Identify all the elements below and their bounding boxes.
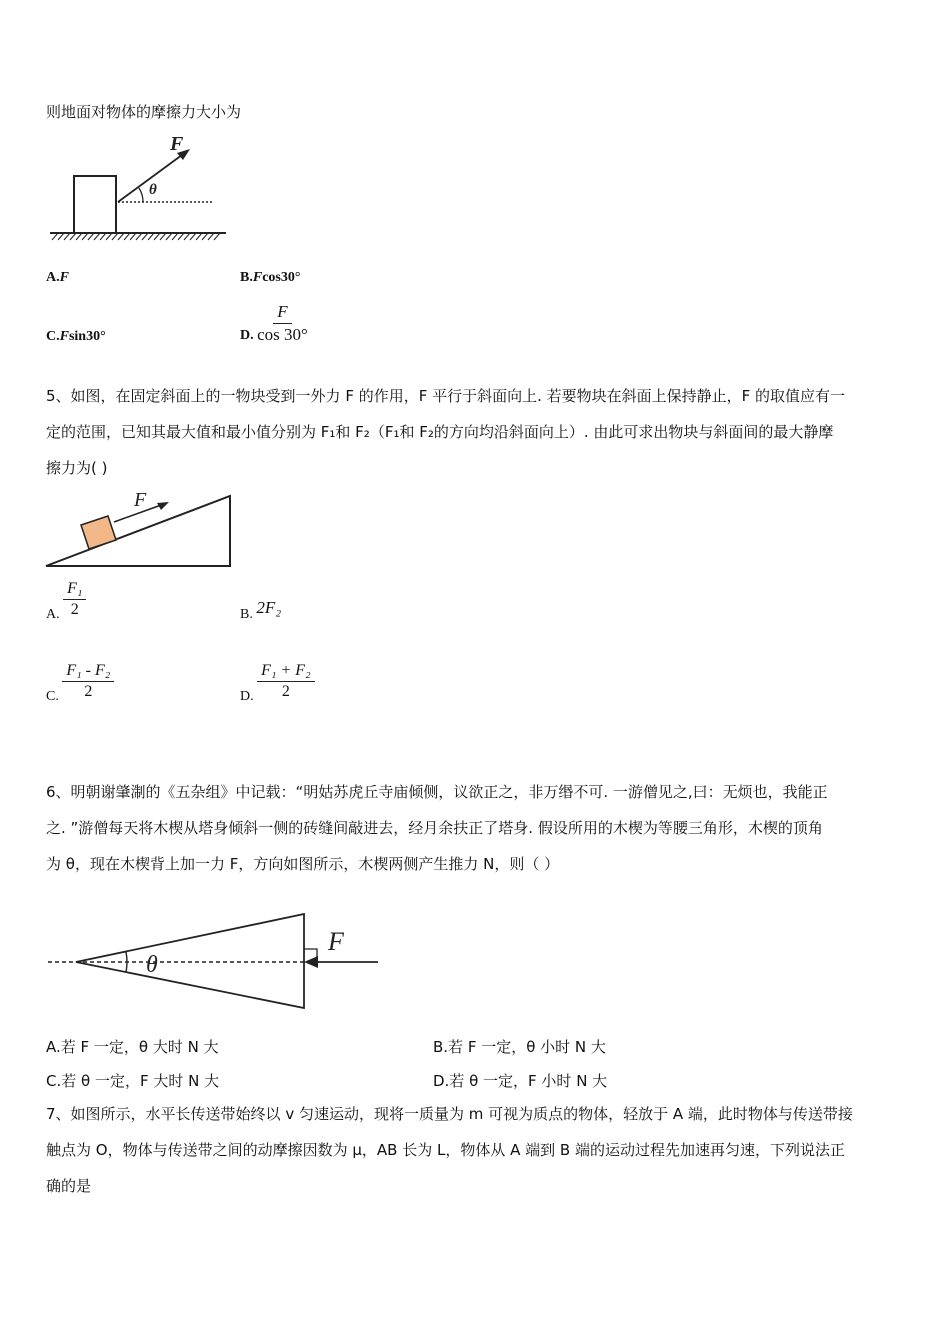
fraction-denominator: cos 30° — [257, 325, 308, 344]
option-letter: A. — [46, 270, 60, 285]
force-label: F — [170, 133, 184, 155]
q7-stem-line2: 触点为 O，物体与传送带之间的动摩擦因数为 μ，AB 长为 L，物体从 A 端到 B 端的运动过程先加速再匀速，下列说法正 — [46, 1141, 845, 1159]
fraction-denominator: 2 — [70, 601, 79, 618]
option-text: sin30° — [68, 329, 106, 344]
q7-stem-line3: 确的是 — [46, 1177, 92, 1195]
q5-option-d[interactable] — [240, 662, 315, 705]
q6-option-b[interactable]: B.若 F 一定，θ 小时 N 大 — [433, 1038, 606, 1056]
block — [74, 176, 116, 233]
option-letter: B. — [240, 270, 253, 285]
fraction — [63, 580, 86, 619]
fraction — [257, 662, 314, 701]
fraction-numerator: F₁ — [63, 580, 86, 600]
q5-stem-line3: 擦力为( ) — [46, 459, 108, 477]
q5-option-b[interactable] — [240, 598, 281, 623]
option-letter: A. — [46, 607, 60, 622]
angle-label: θ — [146, 952, 158, 978]
q5-stem-line1: 5、如图，在固定斜面上的一物块受到一外力 F 的作用，F 平行于斜面向上. 若要物块在斜面上保持静止，F 的取值应有一 — [46, 387, 846, 405]
option-letter: B. — [240, 607, 253, 622]
q6-stem — [46, 774, 908, 882]
option-letter: D. — [240, 328, 254, 343]
fraction — [257, 302, 308, 345]
option-letter: C. — [46, 329, 60, 344]
option-text: F — [59, 270, 69, 285]
option-var: F — [252, 270, 263, 285]
fraction-denominator: 2 — [84, 683, 93, 700]
q6-stem-line1: 6、明朝谢肇淛的《五杂组》中记载：“明姑苏虎丘寺庙倾侧，议欲正之，非万缗不可. 一游僧见之,曰：无烦也，我能正 — [46, 783, 828, 801]
fraction-numerator: F₁ - F₂ — [62, 662, 114, 682]
angle-label: θ — [149, 182, 157, 198]
option-text: cos30° — [262, 270, 301, 285]
q5-stem-line2: 定的范围，已知其最大值和最小值分别为 F₁和 F₂（F₁和 F₂的方向均沿斜面向上）. 由此可求出物块与斜面间的最大静摩 — [46, 423, 834, 441]
q5-option-c[interactable] — [46, 662, 114, 705]
q6-option-d[interactable]: D.若 θ 一定，F 小时 N 大 — [433, 1072, 608, 1090]
q5-stem — [46, 378, 908, 486]
q6-stem-line3: 为 θ，现在木楔背上加一力 F，方向如图所示，木楔两侧产生推力 N，则（ ） — [46, 855, 560, 873]
q4-option-c[interactable] — [46, 329, 106, 345]
q6-figure — [46, 906, 386, 1016]
q5-figure — [44, 488, 236, 570]
q6-stem-line2: 之. ”游僧每天将木楔从塔身倾斜一侧的砖缝间敲进去，经月余扶正了塔身. 假设所用的木楔为等腰三角形，木楔的顶角 — [46, 819, 823, 837]
fraction-numerator: F₁ + F₂ — [257, 662, 314, 682]
option-text: 2F₂ — [256, 598, 282, 617]
q4-option-a[interactable] — [46, 270, 69, 286]
fraction-numerator: F — [273, 302, 291, 324]
fraction-denominator: 2 — [281, 683, 290, 700]
block — [81, 516, 116, 549]
q6-option-c[interactable]: C.若 θ 一定，F 大时 N 大 — [46, 1072, 220, 1090]
option-var: F — [59, 329, 69, 344]
fraction — [62, 662, 114, 701]
option-letter: C. — [46, 689, 59, 704]
q4-option-b[interactable] — [240, 270, 300, 286]
force-label: F — [134, 489, 147, 511]
wedge — [76, 914, 304, 1008]
q4-stem-tail: 则地面对物体的摩擦力大小为 — [46, 103, 242, 121]
q4-option-d[interactable] — [240, 302, 308, 345]
q7-stem-line1: 7、如图所示，水平长传送带始终以 v 匀速运动，现将一质量为 m 可视为质点的物体，轻放于 A 端，此时物体与传送带接 — [46, 1105, 853, 1123]
force-label: F — [328, 927, 344, 956]
q6-option-a[interactable]: A.若 F 一定，θ 大时 N 大 — [46, 1038, 219, 1056]
q5-option-a[interactable] — [46, 580, 86, 623]
option-letter: D. — [240, 689, 254, 704]
q4-figure — [46, 132, 236, 244]
q7-stem — [46, 1096, 908, 1204]
